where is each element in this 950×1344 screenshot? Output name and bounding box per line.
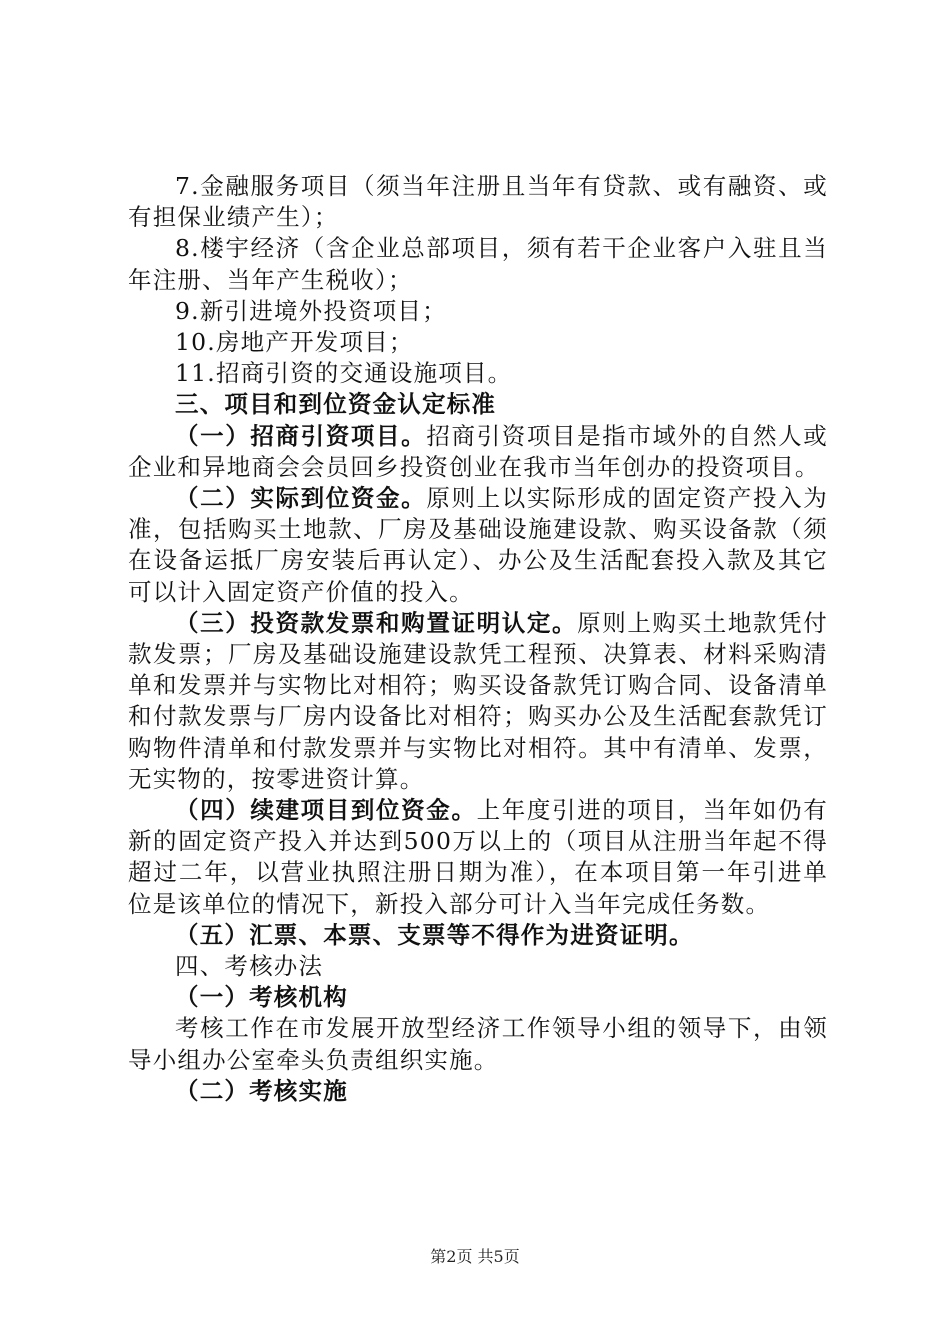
paragraph-section-3-5: （五）汇票、本票、支票等不得作为进资证明。 bbox=[175, 920, 694, 949]
paragraph-item-8: 8.楼宇经济（含企业总部项目，须有若干企业客户入驻且当年注册、当年产生税收）； bbox=[128, 234, 828, 294]
section-4-2-heading: （二）考核实施 bbox=[175, 1076, 348, 1105]
section-4-heading: 四、考核办法 bbox=[175, 952, 324, 981]
section-3-2-title: （二）实际到位资金。 bbox=[175, 484, 427, 513]
section-3-heading: 三、项目和到位资金认定标准 bbox=[175, 390, 497, 419]
paragraph-item-9: 9.新引进境外投资项目； bbox=[175, 296, 447, 325]
section-3-3-title: （三）投资款发票和购置证明认定。 bbox=[175, 608, 578, 637]
paragraph-section-3-1: （一）招商引资项目。招商引资项目是指市域外的自然人或企业和异地商会会员回乡投资创业在我市当年创办的投资项目。 bbox=[128, 421, 829, 481]
paragraph-item-11: 11.招商引资的交通设施项目。 bbox=[175, 359, 513, 388]
paragraph-section-3-3: （三）投资款发票和购置证明认定。原则上购买土地款凭付款发票；厂房及基础设施建设款凭工程预、决算表、材料采购清单和发票并与实物比对相符；购买设备款凭订购合同、设备清单和付款发票与厂房内设备比对相符；购买办公及生活配套款凭订购物件清单和付款发票并与实物比对相符。其中有清单、发票，无实物的，按零进资计算。 bbox=[128, 608, 828, 793]
paragraph-item-10: 10.房地产开发项目； bbox=[175, 328, 414, 357]
page-number: 第2页 共5页 bbox=[430, 1247, 520, 1266]
paragraph-section-4-1-body: 考核工作在市发展开放型经济工作领导小组的领导下，由领导小组办公室牵头负责组织实施。 bbox=[128, 1014, 828, 1074]
section-3-4-title: （四）续建项目到位资金。 bbox=[175, 796, 477, 825]
paragraph-section-3-2: （二）实际到位资金。原则上以实际形成的固定资产投入为准，包括购买土地款、厂房及基础设施建设款、购买设备款（须在设备运抵厂房安装后再认定）、办公及生活配套投入款及其它可以计入固定资产价值的投入。 bbox=[128, 484, 829, 606]
paragraph-section-3-4: （四）续建项目到位资金。上年度引进的项目，当年如仍有新的固定资产投入并达到500万以上的（项目从注册当年起不得超过二年，以营业执照注册日期为准），在本项目第一年引进单位是该单位的情况下，新投入部分可计入当年完成任务数。 bbox=[128, 796, 828, 918]
section-3-1-title: （一）招商引资项目。 bbox=[175, 421, 427, 450]
document-body bbox=[128, 171, 828, 1107]
section-4-1-heading: （一）考核机构 bbox=[175, 983, 348, 1012]
page-footer bbox=[0, 1244, 950, 1267]
paragraph-item-7: 7.金融服务项目（须当年注册且当年有贷款、或有融资、或有担保业绩产生）； bbox=[128, 172, 828, 232]
